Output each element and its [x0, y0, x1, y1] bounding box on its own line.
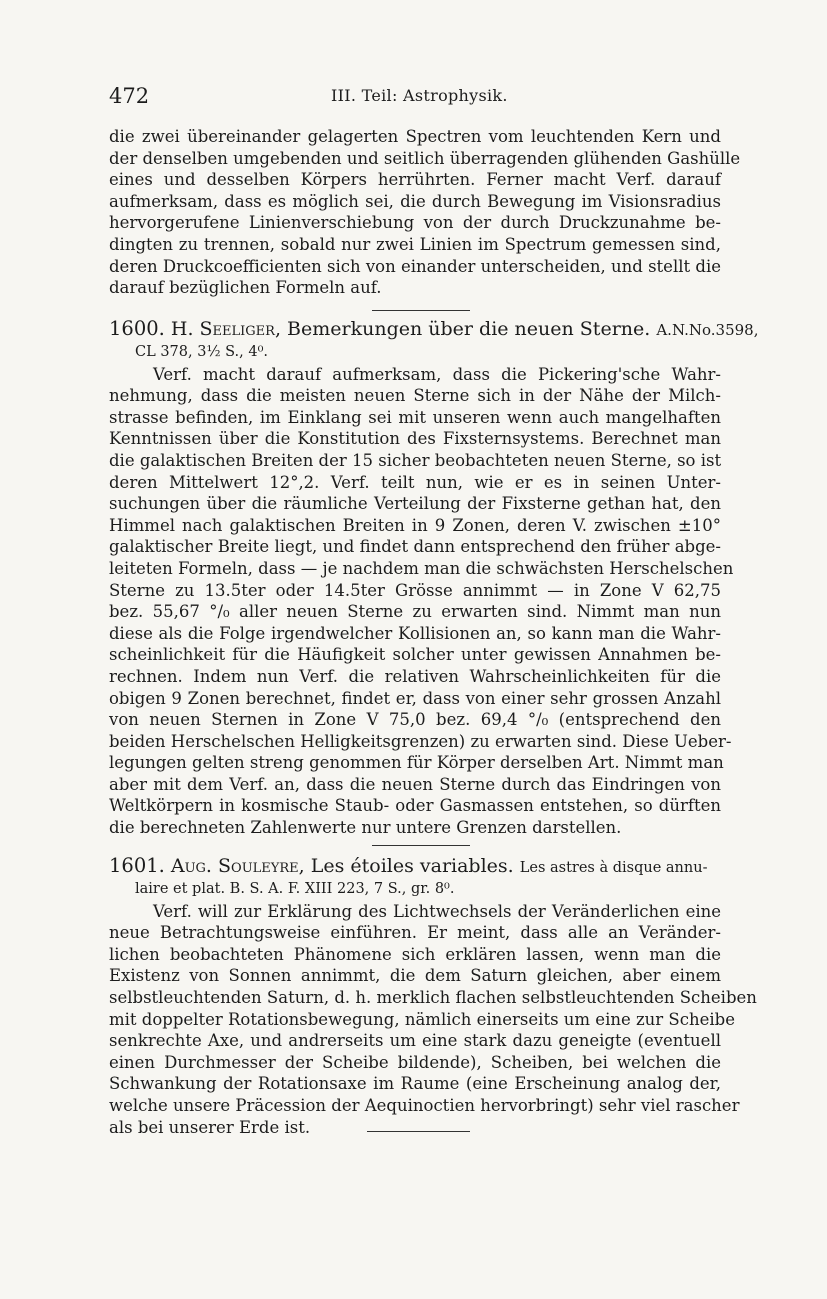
entry-1601: [109, 854, 757, 1138]
page-header: [109, 84, 721, 110]
section-divider: [372, 310, 470, 311]
text-line: mit doppelter Rotationsbewegung, nämlich einerseits um eine zur Scheibe: [109, 1009, 735, 1029]
text-line: selbstleuchtenden Saturn, d. h. merklich flachen selbstleuchtenden Scheiben: [109, 987, 757, 1007]
text-line: von neuen Sternen in Zone V 75,0 bez. 69,4 °/₀ (entsprechend den: [109, 710, 721, 730]
text-line: deren Mittelwert 12°,2. Verf. teilt nun, wie er es in seinen Unter-: [109, 472, 721, 492]
text-line: Sterne zu 13.5ter oder 14.5ter Grösse annimmt — in Zone V 62,75: [109, 580, 721, 600]
text-line: rechnen. Indem nun Verf. die relativen Wahrscheinlichkeiten für die: [109, 666, 721, 686]
text-line: einen Durchmesser der Scheibe bildende), Scheiben, bei welchen die: [109, 1052, 721, 1072]
entry-source: A.N.No.3598,: [656, 321, 759, 339]
entry-heading: [109, 317, 759, 342]
text-line: deren Druckcoefficienten sich von einander unterscheiden, und stellt die: [109, 256, 721, 276]
running-title: III. Teil: Astrophysik.: [331, 86, 508, 105]
text-line: galaktischer Breite liegt, und findet dann entsprechend den früher abge-: [109, 537, 721, 557]
text-line: lichen beobachteten Phänomene sich erklären lassen, wenn man die: [109, 944, 721, 964]
text-line: beiden Herschelschen Helligkeitsgrenzen) zu erwarten sind. Diese Ueber-: [109, 731, 732, 751]
entry-title: Les étoiles variables.: [310, 855, 514, 877]
text-line: darauf bezüglichen Formeln auf.: [109, 278, 382, 298]
text-line: Kenntnissen über die Konstitution des Fixsternsystems. Berechnet man: [109, 429, 721, 449]
text-line: die zwei übereinander gelagerten Spectren vom leuchtenden Kern und: [109, 127, 721, 146]
text-line: leiteten Formeln, dass — je nachdem man die schwächsten Herschelschen: [109, 558, 734, 578]
text-line: senkrechte Axe, und andrerseits um eine stark dazu geneigte (eventuell: [109, 1031, 721, 1051]
text-line: aber mit dem Verf. an, dass die neuen Sterne durch das Eindringen von: [109, 774, 721, 794]
text-line: Verf. will zur Erklärung des Lichtwechsels der Veränderlichen eine: [153, 901, 721, 921]
entry-subtitle: Les astres à disque annu-: [519, 860, 708, 876]
section-divider: [372, 845, 470, 846]
entry-number: 1600.: [109, 317, 165, 340]
text-line: welche unsere Präcession der Aequinoctien hervorbringt) sehr viel rascher: [109, 1095, 740, 1115]
text-line: Schwankung der Rotationsaxe im Raume (eine Erscheinung analog der,: [109, 1074, 721, 1094]
text-line: die berechneten Zahlenwerte nur untere Grenzen darstellen.: [109, 818, 622, 838]
text-line: dingten zu trennen, sobald nur zwei Linien im Spectrum gemessen sind,: [109, 234, 721, 254]
text-line: aufmerksam, dass es möglich sei, die durch Bewegung im Visionsradius: [109, 191, 721, 211]
text-line: Weltkörpern in kosmische Staub- oder Gasmassen entstehen, so dürften: [109, 796, 721, 816]
entry-citation: laire et plat. B. S. A. F. XIII 223, 7 S., gr. 8⁰.: [135, 881, 455, 897]
text-line: legungen gelten streng genommen für Körper derselben Art. Nimmt man: [109, 753, 724, 773]
text-line: Existenz von Sonnen annimmt, die dem Saturn gleichen, aber einem: [109, 966, 721, 986]
text-line: die galaktischen Breiten der 15 sicher beobachteten neuen Sterne, so ist: [109, 450, 722, 470]
text-line: neue Betrachtungsweise einführen. Er meint, dass alle an Veränder-: [109, 923, 721, 943]
text-line: hervorgerufene Linienverschiebung von der durch Druckzunahme be-: [109, 213, 721, 233]
end-rule: [367, 1131, 470, 1132]
text-line: diese als die Folge irgendwelcher Kollisionen an, so kann man die Wahr-: [109, 623, 721, 643]
entry-1600: [109, 317, 759, 839]
page-number: 472: [109, 84, 150, 108]
text-line: Verf. macht darauf aufmerksam, dass die Pickering'sche Wahr-: [153, 364, 721, 384]
continuation-paragraph: [109, 126, 741, 299]
entry-author: H. Seeliger,: [170, 318, 281, 340]
text-line: strasse befinden, im Einklang sei mit unseren wenn auch mangelhaften: [109, 407, 721, 427]
text-line: der denselben umgebenden und seitlich überragenden glühenden Gashülle: [109, 148, 741, 168]
text-line: nehmung, dass die meisten neuen Sterne sich in der Nähe der Milch-: [109, 386, 721, 406]
entry-citation: CL 378, 3½ S., 4⁰.: [135, 344, 269, 360]
text-line: scheinlichkeit für die Häufigkeit solcher unter gewissen Annahmen be-: [109, 645, 721, 665]
text-line: Himmel nach galaktischen Breiten in 9 Zonen, deren V. zwischen ±10°: [109, 515, 721, 535]
entry-title: Bemerkungen über die neuen Sterne.: [287, 318, 651, 340]
entry-number: 1601.: [109, 854, 165, 877]
text-line: obigen 9 Zonen berechnet, findet er, dass von einer sehr grossen Anzahl: [109, 688, 721, 708]
entry-heading: [109, 855, 721, 879]
text-line: suchungen über die räumliche Verteilung der Fixsterne gethan hat, den: [109, 494, 721, 514]
entry-author: Aug. Souleyre,: [170, 855, 305, 877]
text-line: als bei unserer Erde ist.: [109, 1117, 311, 1137]
text-line: eines und desselben Körpers herrührten. Ferner macht Verf. darauf: [109, 170, 721, 190]
text-line: bez. 55,67 °/₀ aller neuen Sterne zu erwarten sind. Nimmt man nun: [109, 602, 721, 622]
